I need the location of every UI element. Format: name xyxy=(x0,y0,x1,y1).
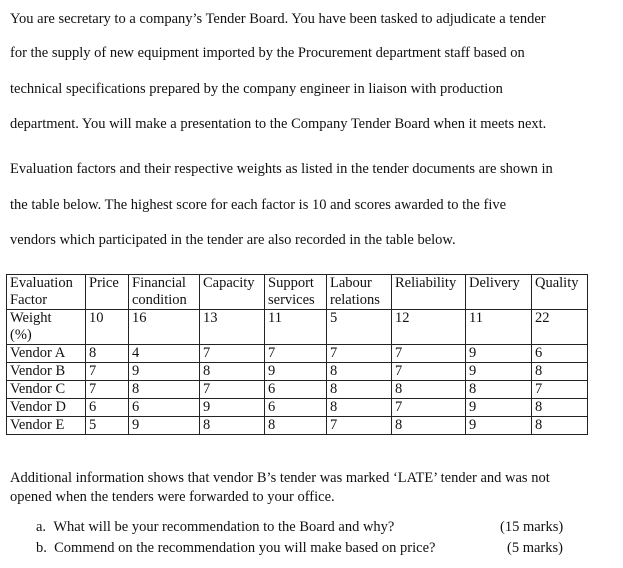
header-cell: Support services xyxy=(265,275,327,310)
paragraph3-line1: Additional information shows that vendor B’s tender was marked ‘LATE’ tender and was not xyxy=(10,470,550,486)
score-cell: 8 xyxy=(532,399,588,417)
vendor-row xyxy=(7,381,588,399)
score-cell: 6 xyxy=(86,399,129,417)
weight-label: Weight (%) xyxy=(7,310,86,345)
score-cell: 8 xyxy=(129,381,200,399)
score-cell: 8 xyxy=(327,363,392,381)
paragraph1-line4: department. You will make a presentation to the Company Tender Board when it meets next. xyxy=(10,116,547,132)
weight-cell: 22 xyxy=(532,310,588,345)
weight-cell: 11 xyxy=(265,310,327,345)
question-b xyxy=(36,539,435,557)
score-cell: 8 xyxy=(466,381,532,399)
weight-cell: 13 xyxy=(200,310,265,345)
header-cell: Price xyxy=(86,275,129,310)
vendor-row xyxy=(7,399,588,417)
question-b-marks: (5 marks) xyxy=(507,540,563,556)
weight-row xyxy=(7,310,588,345)
score-cell: 6 xyxy=(129,399,200,417)
score-cell: 9 xyxy=(466,399,532,417)
score-cell: 9 xyxy=(466,363,532,381)
vendor-name: Vendor B xyxy=(7,363,86,381)
paragraph2-line3: vendors which participated in the tender are also recorded in the table below. xyxy=(10,232,456,248)
weight-cell: 5 xyxy=(327,310,392,345)
score-cell: 5 xyxy=(86,417,129,435)
header-cell: Evaluation Factor xyxy=(7,275,86,310)
header-cell: Labour relations xyxy=(327,275,392,310)
score-cell: 7 xyxy=(86,381,129,399)
score-cell: 6 xyxy=(265,381,327,399)
table-header-row xyxy=(7,275,588,310)
question-a-marks: (15 marks) xyxy=(500,519,564,535)
score-cell: 7 xyxy=(200,345,265,363)
header-cell: Capacity xyxy=(200,275,265,310)
weight-cell: 12 xyxy=(392,310,466,345)
weight-cell: 16 xyxy=(129,310,200,345)
paragraph2-line1: Evaluation factors and their respective weights as listed in the tender documents are shown in xyxy=(10,161,553,177)
question-text: What will be your recommendation to the Board and why? xyxy=(53,519,395,535)
score-cell: 8 xyxy=(327,381,392,399)
paragraph1-line3: technical specifications prepared by the company engineer in liaison with production xyxy=(10,81,503,97)
paragraph1-line1: You are secretary to a company’s Tender Board. You have been tasked to adjudicate a tender xyxy=(10,11,546,27)
score-cell: 7 xyxy=(327,345,392,363)
header-cell: Delivery xyxy=(466,275,532,310)
score-cell: 7 xyxy=(392,399,466,417)
header-cell: Reliability xyxy=(392,275,466,310)
score-cell: 8 xyxy=(392,417,466,435)
score-cell: 9 xyxy=(129,363,200,381)
score-cell: 4 xyxy=(129,345,200,363)
weight-cell: 10 xyxy=(86,310,129,345)
header-cell: Financial condition xyxy=(129,275,200,310)
score-cell: 7 xyxy=(265,345,327,363)
vendor-name: Vendor E xyxy=(7,417,86,435)
paragraph2-line2: the table below. The highest score for each factor is 10 and scores awarded to the five xyxy=(10,197,507,213)
vendor-name: Vendor A xyxy=(7,345,86,363)
score-cell: 6 xyxy=(532,345,588,363)
question-letter: a. xyxy=(36,519,47,535)
vendor-name: Vendor D xyxy=(7,399,86,417)
score-cell: 9 xyxy=(129,417,200,435)
score-cell: 6 xyxy=(265,399,327,417)
weight-cell: 11 xyxy=(466,310,532,345)
score-cell: 8 xyxy=(532,363,588,381)
score-cell: 9 xyxy=(466,345,532,363)
score-cell: 7 xyxy=(327,417,392,435)
question-letter: b. xyxy=(36,540,47,556)
vendor-row xyxy=(7,363,588,381)
vendor-name: Vendor C xyxy=(7,381,86,399)
score-cell: 7 xyxy=(392,363,466,381)
score-cell: 8 xyxy=(532,417,588,435)
score-cell: 8 xyxy=(265,417,327,435)
score-cell: 8 xyxy=(200,417,265,435)
paragraph1-line2: for the supply of new equipment imported by the Procurement department staff based on xyxy=(10,45,525,61)
evaluation-table xyxy=(6,274,588,435)
vendor-row xyxy=(7,345,588,363)
score-cell: 9 xyxy=(265,363,327,381)
vendor-row xyxy=(7,417,588,435)
score-cell: 8 xyxy=(327,399,392,417)
score-cell: 7 xyxy=(86,363,129,381)
score-cell: 7 xyxy=(200,381,265,399)
score-cell: 8 xyxy=(200,363,265,381)
score-cell: 7 xyxy=(392,345,466,363)
score-cell: 8 xyxy=(86,345,129,363)
score-cell: 8 xyxy=(392,381,466,399)
question-a xyxy=(36,518,394,536)
score-cell: 7 xyxy=(532,381,588,399)
header-cell: Quality xyxy=(532,275,588,310)
score-cell: 9 xyxy=(466,417,532,435)
question-text: Commend on the recommendation you will make based on price? xyxy=(54,540,436,556)
score-cell: 9 xyxy=(200,399,265,417)
paragraph3-line2: opened when the tenders were forwarded to your office. xyxy=(10,489,335,505)
